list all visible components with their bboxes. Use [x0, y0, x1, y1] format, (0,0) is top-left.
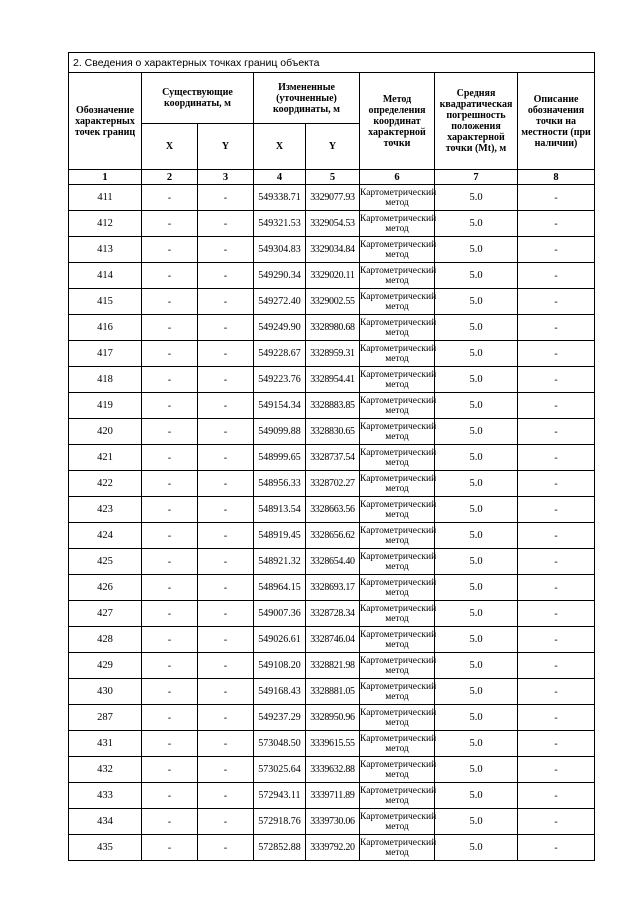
header-existing-x: X — [142, 124, 198, 170]
cell-existing-x: - — [142, 419, 198, 445]
cell-method: Картометрический метод — [360, 731, 435, 757]
table-row — [69, 731, 595, 757]
cell-existing-y: - — [198, 341, 254, 367]
column-number: 6 — [360, 170, 435, 185]
cell-changed-x: 572918.76 — [254, 809, 306, 835]
cell-existing-y: - — [198, 263, 254, 289]
table-row — [69, 263, 595, 289]
cell-existing-x: - — [142, 809, 198, 835]
cell-description: - — [518, 575, 595, 601]
coordinates-document — [68, 52, 594, 861]
cell-point: 435 — [69, 835, 142, 861]
cell-changed-y: 3339632.88 — [306, 757, 360, 783]
cell-error: 5.0 — [435, 523, 518, 549]
cell-existing-y: - — [198, 679, 254, 705]
cell-description: - — [518, 549, 595, 575]
cell-changed-y: 3328702.27 — [306, 471, 360, 497]
cell-changed-x: 548921.32 — [254, 549, 306, 575]
cell-changed-y: 3329002.55 — [306, 289, 360, 315]
cell-existing-x: - — [142, 627, 198, 653]
cell-point: 423 — [69, 497, 142, 523]
cell-method: Картометрический метод — [360, 367, 435, 393]
cell-existing-y: - — [198, 185, 254, 211]
cell-changed-y: 3328737.54 — [306, 445, 360, 471]
header-existing-y: Y — [198, 124, 254, 170]
cell-changed-y: 3339792.20 — [306, 835, 360, 861]
cell-description: - — [518, 341, 595, 367]
table-row — [69, 367, 595, 393]
cell-existing-y: - — [198, 575, 254, 601]
cell-description: - — [518, 289, 595, 315]
cell-existing-y: - — [198, 523, 254, 549]
cell-existing-x: - — [142, 237, 198, 263]
cell-changed-y: 3328883.85 — [306, 393, 360, 419]
cell-existing-y: - — [198, 237, 254, 263]
cell-error: 5.0 — [435, 731, 518, 757]
cell-point: 416 — [69, 315, 142, 341]
table-row — [69, 185, 595, 211]
cell-changed-x: 549007.36 — [254, 601, 306, 627]
cell-changed-y: 3339615.55 — [306, 731, 360, 757]
table-row — [69, 835, 595, 861]
cell-description: - — [518, 393, 595, 419]
cell-changed-y: 3328830.65 — [306, 419, 360, 445]
table-row — [69, 315, 595, 341]
cell-existing-x: - — [142, 445, 198, 471]
header-changed: Измененные (уточненные) координаты, м — [254, 73, 360, 124]
cell-error: 5.0 — [435, 549, 518, 575]
cell-description: - — [518, 497, 595, 523]
cell-error: 5.0 — [435, 575, 518, 601]
cell-method: Картометрический метод — [360, 211, 435, 237]
table-row — [69, 757, 595, 783]
cell-method: Картометрический метод — [360, 419, 435, 445]
cell-changed-y: 3329034.84 — [306, 237, 360, 263]
cell-changed-y: 3329077.93 — [306, 185, 360, 211]
cell-error: 5.0 — [435, 445, 518, 471]
cell-changed-x: 549321.53 — [254, 211, 306, 237]
header-existing: Существующие координаты, м — [142, 73, 254, 124]
boundary-points-table — [68, 52, 595, 861]
cell-existing-y: - — [198, 601, 254, 627]
cell-error: 5.0 — [435, 653, 518, 679]
column-number: 4 — [254, 170, 306, 185]
cell-changed-x: 549304.83 — [254, 237, 306, 263]
cell-description: - — [518, 211, 595, 237]
cell-changed-y: 3328728.34 — [306, 601, 360, 627]
cell-description: - — [518, 445, 595, 471]
table-row — [69, 471, 595, 497]
cell-existing-y: - — [198, 393, 254, 419]
header-point: Обозначение характерных точек границ — [69, 73, 142, 170]
cell-changed-x: 549026.61 — [254, 627, 306, 653]
cell-description: - — [518, 419, 595, 445]
cell-existing-x: - — [142, 393, 198, 419]
cell-error: 5.0 — [435, 289, 518, 315]
table-row — [69, 289, 595, 315]
cell-method: Картометрический метод — [360, 471, 435, 497]
cell-point: 434 — [69, 809, 142, 835]
table-row — [69, 523, 595, 549]
cell-method: Картометрический метод — [360, 497, 435, 523]
cell-existing-x: - — [142, 601, 198, 627]
cell-method: Картометрический метод — [360, 627, 435, 653]
header-changed-x: X — [254, 124, 306, 170]
cell-changed-y: 3328881.05 — [306, 679, 360, 705]
cell-existing-x: - — [142, 471, 198, 497]
cell-method: Картометрический метод — [360, 601, 435, 627]
header-method: Метод определения координат характерной точки — [360, 73, 435, 170]
cell-existing-y: - — [198, 731, 254, 757]
cell-existing-x: - — [142, 497, 198, 523]
cell-point: 411 — [69, 185, 142, 211]
cell-method: Картометрический метод — [360, 523, 435, 549]
cell-point: 432 — [69, 757, 142, 783]
cell-point: 419 — [69, 393, 142, 419]
cell-changed-y: 3328656.62 — [306, 523, 360, 549]
header-changed-y: Y — [306, 124, 360, 170]
cell-point: 433 — [69, 783, 142, 809]
cell-point: 417 — [69, 341, 142, 367]
cell-changed-x: 549154.34 — [254, 393, 306, 419]
column-number: 3 — [198, 170, 254, 185]
cell-error: 5.0 — [435, 263, 518, 289]
cell-method: Картометрический метод — [360, 809, 435, 835]
cell-existing-y: - — [198, 783, 254, 809]
cell-changed-x: 549237.29 — [254, 705, 306, 731]
cell-point: 428 — [69, 627, 142, 653]
cell-existing-x: - — [142, 367, 198, 393]
cell-method: Картометрический метод — [360, 263, 435, 289]
table-row — [69, 497, 595, 523]
column-number: 7 — [435, 170, 518, 185]
cell-changed-y: 3329054.53 — [306, 211, 360, 237]
cell-description: - — [518, 523, 595, 549]
cell-changed-x: 573025.64 — [254, 757, 306, 783]
table-row — [69, 601, 595, 627]
cell-existing-x: - — [142, 679, 198, 705]
cell-error: 5.0 — [435, 497, 518, 523]
cell-changed-x: 549249.90 — [254, 315, 306, 341]
cell-point: 422 — [69, 471, 142, 497]
cell-existing-x: - — [142, 653, 198, 679]
cell-changed-x: 572943.11 — [254, 783, 306, 809]
cell-error: 5.0 — [435, 419, 518, 445]
cell-existing-y: - — [198, 315, 254, 341]
cell-existing-x: - — [142, 731, 198, 757]
cell-existing-y: - — [198, 757, 254, 783]
table-row — [69, 653, 595, 679]
cell-existing-x: - — [142, 783, 198, 809]
cell-description: - — [518, 783, 595, 809]
cell-point: 414 — [69, 263, 142, 289]
table-row — [69, 679, 595, 705]
cell-error: 5.0 — [435, 393, 518, 419]
cell-existing-y: - — [198, 211, 254, 237]
cell-existing-y: - — [198, 471, 254, 497]
cell-error: 5.0 — [435, 211, 518, 237]
table-row — [69, 549, 595, 575]
cell-existing-y: - — [198, 835, 254, 861]
cell-method: Картометрический метод — [360, 835, 435, 861]
cell-point: 425 — [69, 549, 142, 575]
cell-method: Картометрический метод — [360, 289, 435, 315]
cell-changed-x: 548913.54 — [254, 497, 306, 523]
cell-changed-x: 549290.34 — [254, 263, 306, 289]
cell-error: 5.0 — [435, 367, 518, 393]
cell-error: 5.0 — [435, 341, 518, 367]
cell-changed-y: 3328746.04 — [306, 627, 360, 653]
cell-point: 415 — [69, 289, 142, 315]
table-row — [69, 341, 595, 367]
cell-description: - — [518, 185, 595, 211]
cell-error: 5.0 — [435, 809, 518, 835]
table-row — [69, 445, 595, 471]
cell-point: 426 — [69, 575, 142, 601]
cell-point: 287 — [69, 705, 142, 731]
cell-existing-y: - — [198, 367, 254, 393]
table-row — [69, 419, 595, 445]
cell-method: Картометрический метод — [360, 575, 435, 601]
cell-method: Картометрический метод — [360, 549, 435, 575]
cell-changed-x: 549272.40 — [254, 289, 306, 315]
cell-existing-x: - — [142, 185, 198, 211]
cell-description: - — [518, 653, 595, 679]
cell-error: 5.0 — [435, 783, 518, 809]
cell-point: 421 — [69, 445, 142, 471]
cell-existing-y: - — [198, 419, 254, 445]
cell-changed-y: 3328663.56 — [306, 497, 360, 523]
cell-method: Картометрический метод — [360, 341, 435, 367]
section-title: 2. Сведения о характерных точках границ объекта — [69, 53, 595, 73]
cell-method: Картометрический метод — [360, 705, 435, 731]
cell-changed-y: 3328954.41 — [306, 367, 360, 393]
cell-error: 5.0 — [435, 627, 518, 653]
cell-description: - — [518, 809, 595, 835]
cell-changed-y: 3328950.96 — [306, 705, 360, 731]
cell-existing-y: - — [198, 705, 254, 731]
cell-existing-x: - — [142, 341, 198, 367]
cell-point: 418 — [69, 367, 142, 393]
cell-description: - — [518, 367, 595, 393]
cell-changed-y: 3328959.31 — [306, 341, 360, 367]
cell-description: - — [518, 679, 595, 705]
cell-changed-x: 572852.88 — [254, 835, 306, 861]
cell-existing-y: - — [198, 289, 254, 315]
cell-description: - — [518, 757, 595, 783]
cell-existing-x: - — [142, 211, 198, 237]
cell-error: 5.0 — [435, 185, 518, 211]
cell-existing-x: - — [142, 705, 198, 731]
table-row — [69, 393, 595, 419]
cell-error: 5.0 — [435, 601, 518, 627]
cell-description: - — [518, 731, 595, 757]
cell-description: - — [518, 705, 595, 731]
cell-changed-x: 549223.76 — [254, 367, 306, 393]
cell-existing-y: - — [198, 653, 254, 679]
cell-existing-x: - — [142, 549, 198, 575]
cell-method: Картометрический метод — [360, 237, 435, 263]
cell-existing-x: - — [142, 289, 198, 315]
cell-existing-y: - — [198, 445, 254, 471]
cell-changed-y: 3328654.40 — [306, 549, 360, 575]
cell-point: 431 — [69, 731, 142, 757]
cell-changed-x: 549099.88 — [254, 419, 306, 445]
cell-error: 5.0 — [435, 705, 518, 731]
table-row — [69, 783, 595, 809]
cell-method: Картометрический метод — [360, 783, 435, 809]
cell-error: 5.0 — [435, 835, 518, 861]
cell-changed-y: 3328821.98 — [306, 653, 360, 679]
cell-existing-x: - — [142, 263, 198, 289]
cell-existing-y: - — [198, 809, 254, 835]
table-row — [69, 627, 595, 653]
cell-changed-x: 548919.45 — [254, 523, 306, 549]
cell-point: 412 — [69, 211, 142, 237]
cell-existing-x: - — [142, 757, 198, 783]
cell-description: - — [518, 627, 595, 653]
table-row — [69, 237, 595, 263]
cell-existing-x: - — [142, 835, 198, 861]
cell-changed-x: 549228.67 — [254, 341, 306, 367]
cell-changed-x: 573048.50 — [254, 731, 306, 757]
cell-changed-y: 3328980.68 — [306, 315, 360, 341]
cell-changed-y: 3339711.89 — [306, 783, 360, 809]
cell-method: Картометрический метод — [360, 393, 435, 419]
cell-changed-x: 548999.65 — [254, 445, 306, 471]
table-row — [69, 211, 595, 237]
cell-description: - — [518, 237, 595, 263]
cell-error: 5.0 — [435, 315, 518, 341]
cell-error: 5.0 — [435, 471, 518, 497]
cell-changed-x: 549168.43 — [254, 679, 306, 705]
cell-changed-x: 549108.20 — [254, 653, 306, 679]
table-body — [69, 185, 595, 861]
cell-point: 429 — [69, 653, 142, 679]
header-error: Средняя квадратическая погрешность положения характерной точки (Mt), м — [435, 73, 518, 170]
cell-point: 430 — [69, 679, 142, 705]
cell-method: Картометрический метод — [360, 757, 435, 783]
cell-existing-x: - — [142, 575, 198, 601]
cell-changed-x: 549338.71 — [254, 185, 306, 211]
cell-method: Картометрический метод — [360, 679, 435, 705]
column-number: 8 — [518, 170, 595, 185]
cell-description: - — [518, 263, 595, 289]
cell-changed-y: 3328693.17 — [306, 575, 360, 601]
cell-method: Картометрический метод — [360, 185, 435, 211]
cell-point: 420 — [69, 419, 142, 445]
cell-point: 424 — [69, 523, 142, 549]
table-row — [69, 705, 595, 731]
cell-method: Картометрический метод — [360, 653, 435, 679]
cell-description: - — [518, 471, 595, 497]
table-row — [69, 809, 595, 835]
cell-existing-y: - — [198, 497, 254, 523]
table-row — [69, 575, 595, 601]
column-number: 1 — [69, 170, 142, 185]
cell-changed-y: 3339730.06 — [306, 809, 360, 835]
cell-error: 5.0 — [435, 679, 518, 705]
cell-point: 413 — [69, 237, 142, 263]
cell-existing-x: - — [142, 315, 198, 341]
cell-method: Картометрический метод — [360, 445, 435, 471]
cell-point: 427 — [69, 601, 142, 627]
cell-changed-y: 3329020.11 — [306, 263, 360, 289]
cell-changed-x: 548956.33 — [254, 471, 306, 497]
cell-description: - — [518, 835, 595, 861]
cell-existing-y: - — [198, 549, 254, 575]
cell-method: Картометрический метод — [360, 315, 435, 341]
column-number: 2 — [142, 170, 198, 185]
cell-changed-x: 548964.15 — [254, 575, 306, 601]
cell-existing-y: - — [198, 627, 254, 653]
cell-error: 5.0 — [435, 757, 518, 783]
cell-error: 5.0 — [435, 237, 518, 263]
cell-description: - — [518, 315, 595, 341]
header-description: Описание обозначения точки на местности (при наличии) — [518, 73, 595, 170]
cell-description: - — [518, 601, 595, 627]
column-number: 5 — [306, 170, 360, 185]
cell-existing-x: - — [142, 523, 198, 549]
